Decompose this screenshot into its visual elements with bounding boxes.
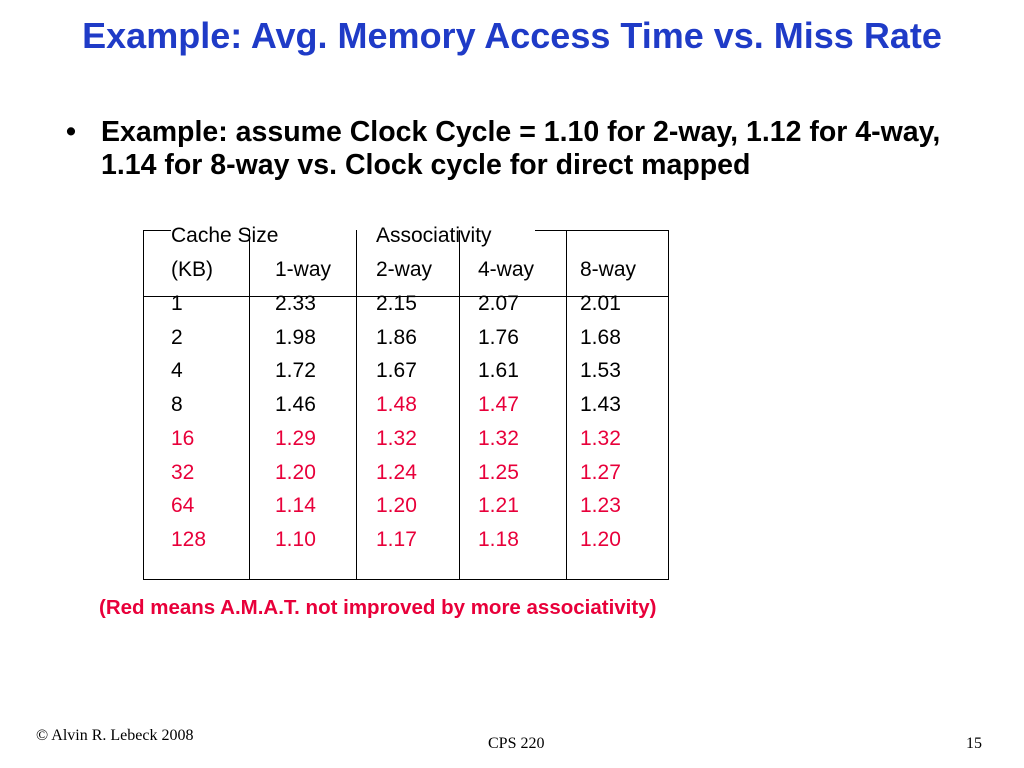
table-header-8-way: 8-way [580, 258, 637, 281]
table-cell-amat: 1.18 [478, 528, 519, 551]
table-cell-amat: 1.46 [275, 393, 316, 416]
table-column-divider [249, 230, 250, 580]
table-top-border-left [143, 230, 171, 231]
table-cell-amat: 1.53 [580, 359, 621, 382]
table-cell-amat: 2.33 [275, 292, 316, 315]
bullet-text: Example: assume Clock Cycle = 1.10 for 2-way, 1.12 for 4-way, 1.14 for 8-way vs. Clock cycle for direct mapped [101, 116, 941, 181]
table-cell-amat: 1.48 [376, 393, 417, 416]
table-cell-amat: 1.67 [376, 359, 417, 382]
table-cell-amat: 1.14 [275, 494, 316, 517]
table-header-2-way: 2-way [376, 258, 433, 281]
footer-course: CPS 220 [488, 735, 545, 752]
table-header-associativity: Associativity [376, 224, 492, 247]
table-top-border-right [535, 230, 669, 231]
table-cell-amat: 1.20 [376, 494, 417, 517]
table-cell-amat: 1.32 [376, 427, 417, 450]
table-cell-amat: 1.24 [376, 461, 417, 484]
table-cell-cache-size: 64 [171, 494, 195, 517]
footer-copyright: © Alvin R. Lebeck 2008 [36, 727, 194, 744]
table-cell-amat: 1.32 [580, 427, 621, 450]
table-cell-amat: 1.17 [376, 528, 417, 551]
table-cell-amat: 2.07 [478, 292, 519, 315]
table-cell-amat: 1.25 [478, 461, 519, 484]
table-cell-cache-size: 1 [171, 292, 183, 315]
table-cell-amat: 1.68 [580, 326, 621, 349]
table-cell-cache-size: 2 [171, 326, 183, 349]
table-cell-amat: 1.21 [478, 494, 519, 517]
table-cell-cache-size: 16 [171, 427, 195, 450]
footer-page-number: 15 [966, 735, 982, 752]
table-cell-amat: 1.61 [478, 359, 519, 382]
table-cell-amat: 1.47 [478, 393, 519, 416]
table-column-divider [459, 230, 460, 580]
table-cell-amat: 1.27 [580, 461, 621, 484]
table-cell-amat: 1.98 [275, 326, 316, 349]
table-header-4-way: 4-way [478, 258, 535, 281]
table-column-divider [356, 230, 357, 580]
table-header-kb: (KB) [171, 258, 213, 281]
table-cell-amat: 1.72 [275, 359, 316, 382]
table-cell-amat: 1.76 [478, 326, 519, 349]
table-cell-amat: 1.32 [478, 427, 519, 450]
table-cell-cache-size: 8 [171, 393, 183, 416]
table-cell-amat: 2.15 [376, 292, 417, 315]
table-cell-amat: 2.01 [580, 292, 621, 315]
table-cell-amat: 1.10 [275, 528, 316, 551]
table-cell-amat: 1.23 [580, 494, 621, 517]
table-header-cache-size: Cache Size [171, 224, 279, 247]
table-cell-amat: 1.43 [580, 393, 621, 416]
table-cell-cache-size: 4 [171, 359, 183, 382]
table-cell-amat: 1.20 [275, 461, 316, 484]
table-cell-cache-size: 128 [171, 528, 207, 551]
table-column-divider [566, 230, 567, 580]
red-legend-note: (Red means A.M.A.T. not improved by more associativity) [99, 596, 657, 619]
table-cell-amat: 1.86 [376, 326, 417, 349]
table-cell-amat: 1.29 [275, 427, 316, 450]
table-cell-cache-size: 32 [171, 461, 195, 484]
table-cell-amat: 1.20 [580, 528, 621, 551]
bullet-marker: • [66, 116, 76, 148]
slide-title: Example: Avg. Memory Access Time vs. Miss Rate [82, 15, 942, 56]
table-header-1-way: 1-way [275, 258, 332, 281]
